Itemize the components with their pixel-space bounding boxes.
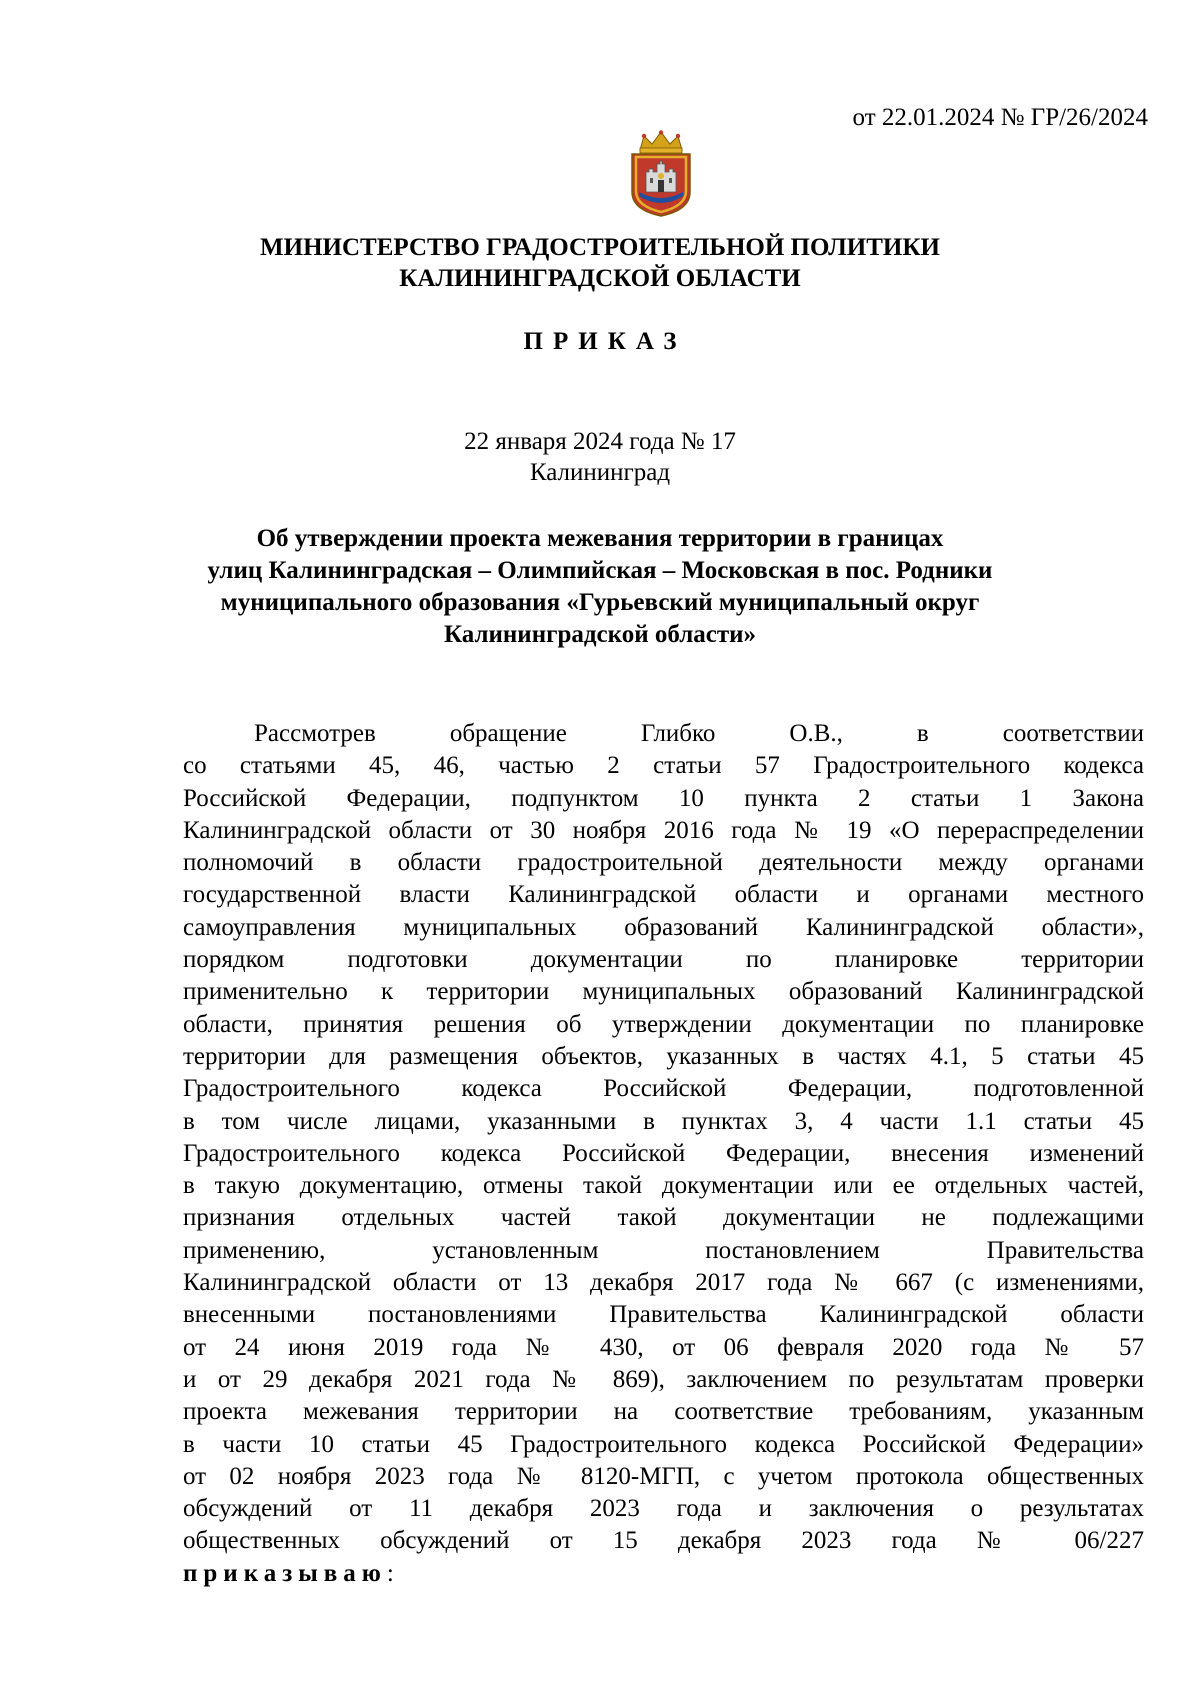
order-body-text bbox=[183, 718, 1144, 1590]
decree-word: приказываю bbox=[183, 1559, 387, 1587]
kaliningrad-coat-of-arms-icon bbox=[626, 130, 696, 218]
ministry-name-line: КАЛИНИНГРАДСКОЙ ОБЛАСТИ bbox=[399, 265, 801, 292]
order-title: ПРИКАЗ bbox=[523, 328, 687, 355]
body-line: в том числе лицами, указанными в пунктах 3, 4 части 1.1 статьи 45 bbox=[183, 1107, 1144, 1135]
body-line: признания отдельных частей такой документации не подлежащими bbox=[183, 1204, 1144, 1232]
body-line: Градостроительного кодекса Российской Федерации, внесения изменений bbox=[183, 1139, 1144, 1167]
body-line: порядком подготовки документации по планировке территории bbox=[183, 946, 1144, 974]
body-line: Российской Федерации, подпунктом 10 пункта 2 статьи 1 Закона bbox=[183, 784, 1144, 812]
body-line: применению, установленным постановлением Правительства bbox=[183, 1236, 1144, 1264]
decree-line bbox=[183, 1558, 1144, 1590]
body-line: со статьями 45, 46, частью 2 статьи 57 Градостроительного кодекса bbox=[183, 752, 1144, 780]
ministry-name-line: МИНИСТЕРСТВО ГРАДОСТРОИТЕЛЬНОЙ ПОЛИТИКИ bbox=[260, 234, 940, 261]
body-line: от 02 ноября 2023 года № 8120-МГП, с учетом протокола общественных bbox=[183, 1462, 1144, 1490]
body-line: области, принятия решения об утверждении документации по планировке bbox=[183, 1010, 1144, 1038]
subject-line: муниципального образования «Гурьевский муниципальный округ bbox=[220, 589, 980, 616]
body-line: внесенными постановлениями Правительства Калининградской области bbox=[183, 1301, 1144, 1329]
subject-line: Об утверждении проекта межевания территории в границах bbox=[256, 525, 944, 552]
ministry-name bbox=[0, 232, 1200, 294]
body-line: Калининградской области от 13 декабря 2017 года № 667 (с изменениями, bbox=[183, 1269, 1144, 1297]
body-line: территории для размещения объектов, указанных в частях 4.1, 5 статьи 45 bbox=[183, 1042, 1144, 1070]
body-line: применительно к территории муниципальных образований Калининградской bbox=[183, 978, 1144, 1006]
body-line: в части 10 статьи 45 Градостроительного кодекса Российской Федерации» bbox=[183, 1430, 1144, 1458]
decree-suffix: : bbox=[386, 1559, 394, 1587]
order-subject bbox=[0, 523, 1200, 651]
body-line: обсуждений от 11 декабря 2023 года и заключения о результатах bbox=[183, 1495, 1144, 1523]
body-line: от 24 июня 2019 года № 430, от 06 февраля 2020 года № 57 bbox=[183, 1333, 1144, 1361]
document-reference-number: от 22.01.2024 № ГР/26/2024 bbox=[852, 104, 1148, 131]
body-line: Рассмотрев обращение Глибко О.В., в соответствии bbox=[254, 720, 1144, 747]
order-city: Калининград bbox=[529, 459, 671, 486]
body-line: полномочий в области градостроительной деятельности между органами bbox=[183, 849, 1144, 877]
body-line: общественных обсуждений от 15 декабря 2023 года № 06/227 bbox=[183, 1527, 1144, 1555]
body-line: в такую документацию, отмены такой документации или ее отдельных частей, bbox=[183, 1172, 1144, 1200]
body-line: государственной власти Калининградской области и органами местного bbox=[183, 881, 1144, 909]
subject-line: Калининградской области» bbox=[443, 621, 757, 648]
order-date-block bbox=[0, 426, 1200, 488]
body-line: самоуправления муниципальных образований Калининградской области», bbox=[183, 913, 1144, 941]
body-line: проекта межевания территории на соответствие требованиям, указанным bbox=[183, 1398, 1144, 1426]
body-line: и от 29 декабря 2021 года № 869), заключением по результатам проверки bbox=[183, 1365, 1144, 1393]
body-line: Градостроительного кодекса Российской Федерации, подготовленной bbox=[183, 1075, 1144, 1103]
subject-line: улиц Калининградская – Олимпийская – Московская в пос. Родники bbox=[207, 557, 993, 584]
body-line: Калининградской области от 30 ноября 2016 года № 19 «О перераспределении bbox=[183, 816, 1144, 844]
order-date-number: 22 января 2024 года № 17 bbox=[464, 428, 736, 455]
